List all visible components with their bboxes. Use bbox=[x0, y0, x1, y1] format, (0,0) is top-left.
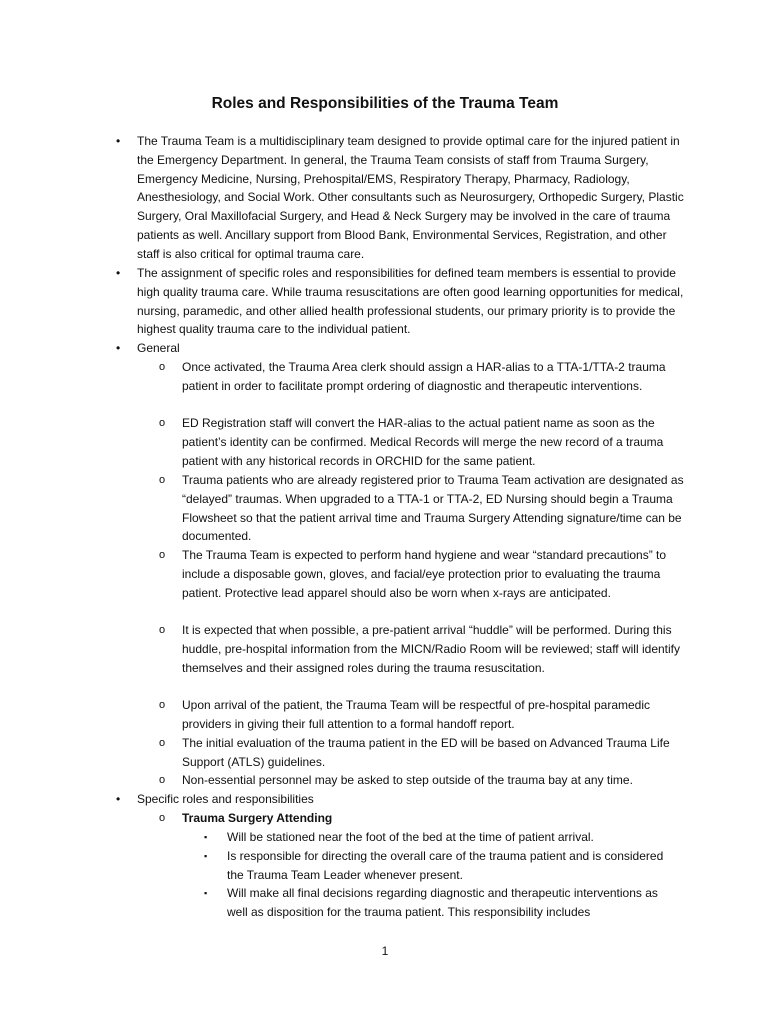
general-item: The initial evaluation of the trauma patient in the ED will be based on Advanced Trauma Life Support (ATLS) guidelines. bbox=[182, 736, 670, 769]
circle-bullet-icon: o bbox=[159, 699, 166, 711]
circle-bullet-icon: o bbox=[159, 474, 166, 486]
circle-bullet-icon: o bbox=[159, 549, 166, 561]
intro-paragraph-1: The Trauma Team is a multidisciplinary team designed to provide optimal care for the injured patient in the Emergency Department. In general, the Trauma Team consists of staff from Trauma Surgery, Emergency Medicine, Nursing, Prehospital/EMS, Respiratory Therapy, Pharmacy, Radiology, Anesthesiology, and Social Work. Other consultants such as Neurosurgery, Orthopedic Surgery, Plastic Surgery, Oral Maxillofacial Surgery, and Head & Neck Surgery may be involved in the care of trauma patients as well. Ancillary support from Blood Bank, Environmental Services, Registration, and other staff is also critical for optimal trauma care. bbox=[137, 134, 684, 261]
bullet-icon: • bbox=[116, 134, 121, 148]
general-item: Upon arrival of the patient, the Trauma Team will be respectful of pre-hospital paramedic providers in giving their full attention to a formal handoff report. bbox=[182, 698, 651, 731]
square-bullet-icon: ▪ bbox=[204, 851, 208, 861]
bullet-icon: • bbox=[116, 341, 121, 355]
square-bullet-icon: ▪ bbox=[204, 888, 208, 898]
general-item: It is expected that when possible, a pre-patient arrival “huddle” will be performed. During this huddle, pre-hospital information from the MICN/Radio Room will be reviewed; staff will identify themselves and their assigned roles during the trauma resuscitation. bbox=[182, 623, 680, 675]
general-item: Non-essential personnel may be asked to step outside of the trauma bay at any time. bbox=[182, 773, 633, 787]
circle-bullet-icon: o bbox=[159, 812, 166, 824]
document-title: Roles and Responsibilities of the Trauma Team bbox=[211, 95, 559, 112]
attending-item: Will be stationed near the foot of the bed at the time of patient arrival. bbox=[227, 830, 594, 844]
general-heading: General bbox=[137, 341, 180, 355]
intro-paragraph-2: The assignment of specific roles and responsibilities for defined team members is essential to provide high quality trauma care. While trauma resuscitations are often good learning opportunities for medical, nursing, paramedic, and other allied health professional students, our primary priority is to provide the highest quality trauma care to the individual patient. bbox=[137, 266, 684, 337]
attending-item: Will make all final decisions regarding diagnostic and therapeutic interventions as well as disposition for the trauma patient. This responsibility includes bbox=[227, 886, 658, 919]
specific-roles-heading: Specific roles and responsibilities bbox=[137, 792, 314, 806]
trauma-surgery-attending-heading: Trauma Surgery Attending bbox=[182, 811, 333, 825]
bullet-icon: • bbox=[116, 266, 121, 280]
circle-bullet-icon: o bbox=[159, 361, 166, 373]
attending-item: Is responsible for directing the overall care of the trauma patient and is considered the Trauma Team Leader whenever present. bbox=[227, 849, 664, 882]
general-item: The Trauma Team is expected to perform hand hygiene and wear “standard precautions” to include a disposable gown, gloves, and facial/eye protection prior to evaluating the trauma patient. Protective lead apparel should also be worn when x-rays are anticipated. bbox=[182, 548, 667, 600]
circle-bullet-icon: o bbox=[159, 624, 166, 636]
circle-bullet-icon: o bbox=[159, 737, 166, 749]
general-item: Trauma patients who are already registered prior to Trauma Team activation are designated as “delayed” traumas. When upgraded to a TTA-1 or TTA-2, ED Nursing should begin a Trauma Flowsheet so that the patient arrival time and Trauma Surgery Attending signature/time can be documented. bbox=[182, 473, 684, 544]
bullet-icon: • bbox=[116, 792, 121, 806]
square-bullet-icon: ▪ bbox=[204, 832, 208, 842]
circle-bullet-icon: o bbox=[159, 417, 166, 429]
circle-bullet-icon: o bbox=[159, 774, 166, 786]
general-item: Once activated, the Trauma Area clerk should assign a HAR-alias to a TTA-1/TTA-2 trauma patient in order to facilitate prompt ordering of diagnostic and therapeutic interventions. bbox=[182, 360, 666, 393]
general-item: ED Registration staff will convert the HAR-alias to the actual patient name as soon as the patient’s identity can be confirmed. Medical Records will merge the new record of a trauma patient with any historical records in ORCHID for the same patient. bbox=[182, 416, 664, 468]
page-number: 1 bbox=[381, 944, 389, 958]
